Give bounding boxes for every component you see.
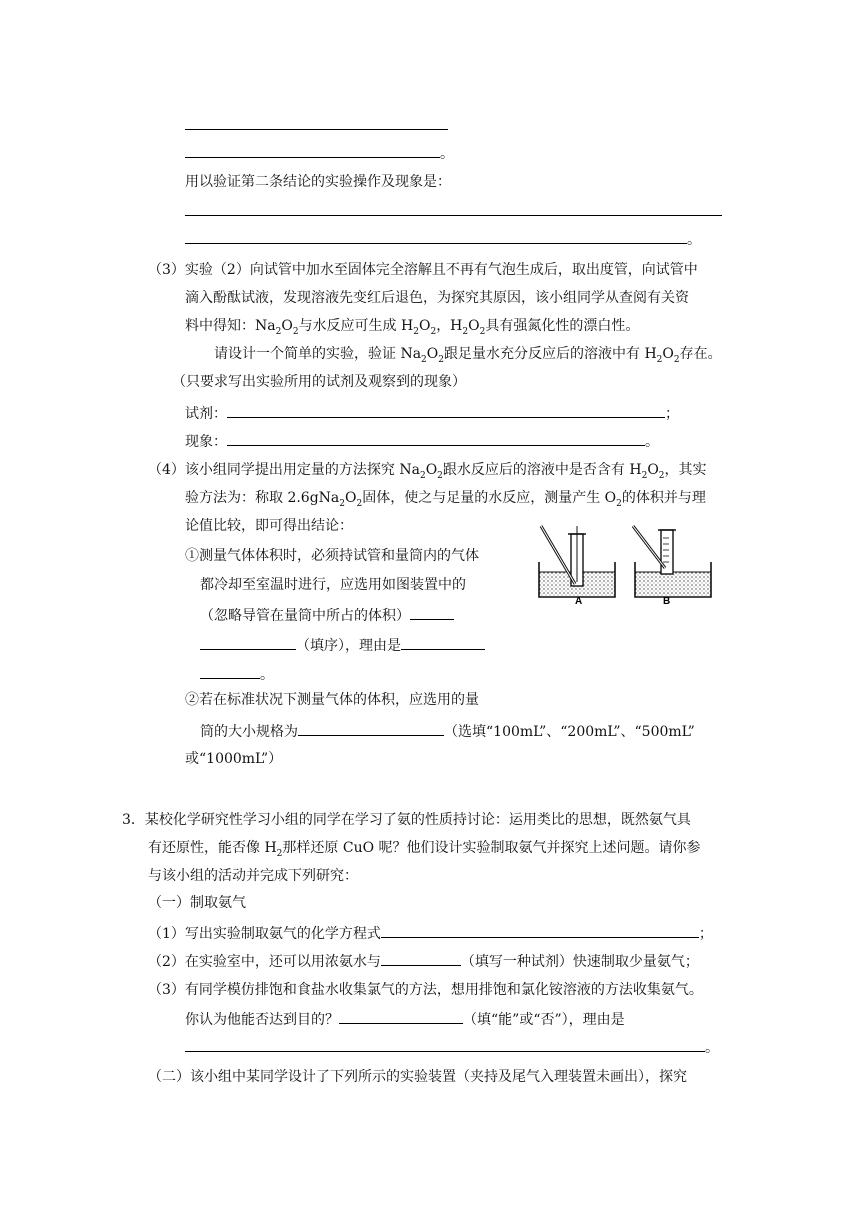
equation-blank[interactable] <box>381 922 699 938</box>
answer-blank[interactable] <box>185 142 440 158</box>
text: （填写一种试剂）快速制取少量氨气； <box>460 954 699 970</box>
text: 那样还原 CuO 呢？他们设计实验制取氨气并探究上述问题。请你参 <box>282 840 701 856</box>
subscript: 2 <box>479 326 486 337</box>
subscript: 2 <box>276 848 283 859</box>
answer-line <box>185 215 722 216</box>
p3-line-1: 3．某校化学研究性学习小组的同学在学习了氨的性质持讨论：运用类比的思想，既然氨气具 <box>122 812 691 828</box>
reason-blank[interactable] <box>200 663 260 679</box>
p3-item-3-line-3 <box>185 1036 719 1058</box>
text: （选填“100mL”、“200mL”、“500mL” <box>444 724 695 740</box>
subscript: 2 <box>462 326 469 337</box>
q3-line-4 <box>214 344 722 364</box>
q4-s1-line-3 <box>200 604 454 626</box>
answer-line-row <box>185 142 454 164</box>
subscript: 2 <box>419 470 426 481</box>
text: 有还原性，能否像 H <box>148 840 277 856</box>
figure-label-b: B <box>663 596 671 604</box>
text: O <box>345 490 357 506</box>
figure-label-a: A <box>575 596 583 604</box>
text: （填序），理由是 <box>296 638 401 654</box>
text: O <box>468 318 480 334</box>
text: 固体，使之与足量的水反应，测量产生 O <box>362 490 617 506</box>
reason-blank[interactable] <box>185 1036 705 1052</box>
q4-s1-line-5 <box>200 663 274 685</box>
q4-s2-line-2 <box>200 720 695 742</box>
apparatus-figure <box>535 524 740 604</box>
subscript: 2 <box>339 498 346 509</box>
text: （填“能”或“否”），理由是 <box>463 1012 625 1028</box>
q3-line-3 <box>185 316 639 336</box>
p3-line-3: 与该小组的活动并完成下列研究： <box>148 868 358 884</box>
p3-item-3-line-2 <box>185 1008 625 1030</box>
period: 。 <box>705 1040 719 1056</box>
subscript: 2 <box>430 326 437 337</box>
answer-line <box>185 129 448 130</box>
reagent-blank[interactable] <box>227 402 665 418</box>
subscript: 2 <box>673 354 680 365</box>
text: 的体积并与理 <box>621 490 706 506</box>
q4-s1-line-4 <box>200 634 485 656</box>
phenomenon-row <box>185 430 659 452</box>
semicolon: ； <box>698 926 713 942</box>
answer-blank[interactable] <box>185 228 687 244</box>
subscript: 2 <box>641 470 648 481</box>
phenomenon-blank[interactable] <box>227 430 645 446</box>
text: ，H <box>436 318 463 334</box>
q3-line-2: 滴入酚酞试液，发现溶液先变红后退色，为探究其原因，该小组同学从查阅有关资 <box>185 290 689 306</box>
text: O <box>281 318 293 334</box>
period: 。 <box>645 434 659 450</box>
text: O <box>647 462 659 478</box>
text: 具有强氮化性的漂白性。 <box>485 318 640 334</box>
q4-s2-line-1: ②若在标准状况下测量气体的体积，应选用的量 <box>185 692 479 708</box>
subscript: 2 <box>292 326 299 337</box>
q3-line-5: （只要求写出实验所用的试剂及观察到的现象） <box>172 374 466 390</box>
subscript: 2 <box>356 498 363 509</box>
apparatus-b <box>633 526 711 597</box>
q4-s2-line-3: 或“1000mL”） <box>185 751 283 767</box>
cylinder-size-blank[interactable] <box>298 720 444 736</box>
p3-part-1-heading: （一）制取氨气 <box>148 895 246 911</box>
subscript: 2 <box>658 470 665 481</box>
subscript: 2 <box>421 354 427 365</box>
period: 。 <box>260 667 274 683</box>
q4-s1-line-1: ①测量气体体积时，必须持试管和量筒内的气体 <box>185 548 479 564</box>
p3-item-3-line-1: （3）有同学模仿排饱和食盐水收集氯气的方法，想用排饱和氯化铵溶液的方法收集氨气。 <box>148 982 703 998</box>
text: （1）写出实验制取氨气的化学方程式 <box>148 926 381 942</box>
q4-line-3: 论值比较，即可得出结论： <box>185 518 353 534</box>
reagent-label: 试剂： <box>185 406 227 422</box>
answer-line-row <box>185 228 701 250</box>
phenomenon-label: 现象： <box>185 434 227 450</box>
subscript: 2 <box>437 470 443 481</box>
verify-second-conclusion-prompt: 用以验证第二条结论的实验操作及现象是： <box>185 174 451 190</box>
q4-line-2 <box>185 488 706 508</box>
text: O <box>418 318 431 334</box>
text: （忽略导管在量筒中所占的体积） <box>200 608 410 624</box>
p3-item-2 <box>148 950 699 972</box>
p3-line-2 <box>148 838 701 858</box>
subscript: 2 <box>616 498 622 509</box>
q3-line-1: （3）实验（2）向试管中加水至固体完全溶解且不再有气泡生成后，取出度管，向试管中 <box>148 262 698 278</box>
reason-blank[interactable] <box>401 634 485 650</box>
q4-s1-line-2: 都冷却至室温时进行，应选用如图装置中的 <box>200 577 466 593</box>
text: 筒的大小规格为 <box>200 724 298 740</box>
text: 存在。 <box>679 346 722 362</box>
subscript: 2 <box>413 326 419 337</box>
period: 。 <box>440 146 454 162</box>
p3-part-2-heading: （二）该小组中某同学设计了下列所示的实验装置（夹持及尾气入理装置未画出），探究 <box>148 1069 687 1085</box>
text: O <box>425 462 438 478</box>
text: 跟水反应后的溶液中是否含有 H <box>442 462 642 478</box>
text: 料中得知：Na <box>185 318 276 334</box>
text: O <box>426 346 439 362</box>
reagent-blank[interactable] <box>381 950 461 966</box>
subscript: 2 <box>275 326 282 337</box>
text: O <box>662 346 674 362</box>
p3-item-1 <box>148 922 713 944</box>
apparatus-a <box>539 526 615 597</box>
text: ，其实 <box>664 462 707 478</box>
q4-line-1 <box>148 460 707 480</box>
text: 你认为他能否达到目的？ <box>185 1012 339 1028</box>
text: 跟足量水充分反应后的溶液中有 H <box>444 346 657 362</box>
reagent-row <box>185 402 679 424</box>
text: 验方法为：称取 2.6gNa <box>185 490 340 506</box>
subscript: 2 <box>656 354 663 365</box>
text: 与水反应可生成 H <box>298 318 414 334</box>
apparatus-blank[interactable] <box>410 604 454 620</box>
period: 。 <box>687 232 701 248</box>
subscript: 2 <box>438 354 444 365</box>
text: （2）在实验室中，还可以用浓氨水与 <box>148 954 381 970</box>
text: 请设计一个简单的实验，验证 Na <box>214 346 422 362</box>
semicolon: ； <box>665 406 679 422</box>
text: （4）该小组同学提出用定量的方法探究 Na <box>148 462 420 478</box>
yes-no-blank[interactable] <box>339 1008 463 1024</box>
apparatus-blank[interactable] <box>200 634 296 650</box>
